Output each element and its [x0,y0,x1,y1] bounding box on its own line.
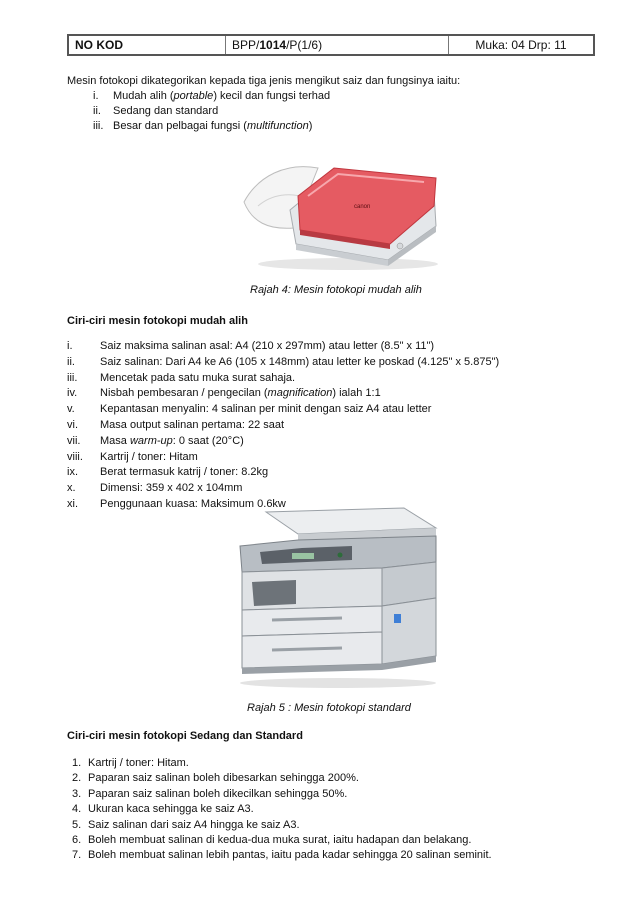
portable-feature-item [67,434,244,448]
page-info: Muka: 04 Drp: 11 [475,38,567,52]
item-number: i. [93,90,99,102]
portable-feature-item [67,386,381,400]
standard-feature-item [72,818,300,832]
reference-code [226,36,449,54]
item-text: Saiz salinan: Dari A4 ke A6 (105 x 148mm) atau letter ke poskad (4.125" x 5.875") [100,355,500,368]
document-header [67,34,595,56]
figure-5-caption: Rajah 5 : Mesin fotokopi standard [247,702,411,714]
standard-feature-item [72,802,254,816]
item-text: Kartrij / toner: Hitam. [88,757,189,769]
figure-4-caption: Rajah 4: Mesin fotokopi mudah alih [250,284,422,296]
standard-feature-item [72,756,189,770]
item-text: Sedang dan standard [113,105,219,117]
standard-feature-item [72,833,471,847]
portable-feature-item [67,450,198,464]
item-number: 2. [72,772,82,785]
item-text-suffix: : 0 saat (20°C) [172,434,244,447]
item-number: viii. [67,450,83,463]
item-emphasis: warm-up [129,434,173,447]
item-number: 4. [72,803,82,816]
section-1-title: Ciri-ciri mesin fotokopi mudah alih [67,315,248,327]
item-number: 7. [72,849,82,862]
item-text: Nisbah pembesaran / pengecilan ( [100,387,268,400]
item-emphasis: magnification [267,387,333,400]
code-label: NO KOD [69,36,226,54]
item-text: Mencetak pada satu muka surat sahaja. [100,371,296,384]
item-number: i. [67,340,73,352]
item-text: Boleh membuat salinan di kedua-dua muka surat, iaitu hadapan dan belakang. [88,834,472,846]
item-text: Penggunaan kuasa: Maksimum 0.6kw [100,498,286,510]
item-number: x. [67,482,76,495]
portable-feature-item [67,339,434,353]
item-text: Masa [100,434,130,447]
item-emphasis: multifunction [246,120,309,132]
portable-feature-item [67,465,268,479]
item-number: ii. [93,105,101,117]
item-text: Saiz maksima salinan asal: A4 (210 x 297mm) atau letter (8.5" x 11") [100,340,435,352]
item-number: 3. [72,787,82,800]
item-text: Paparan saiz salinan boleh dibesarkan sehingga 200%. [88,772,359,785]
item-number: ix. [67,466,78,479]
item-text: Mudah alih ( [113,90,174,102]
intro-list-item [93,104,218,118]
item-number: ii. [67,355,75,368]
section-2-title: Ciri-ciri mesin fotokopi Sedang dan Standard [67,730,303,742]
item-number: iii. [67,371,78,384]
item-text: Boleh membuat salinan lebih pantas, iaitu pada kadar sehingga 20 salinan seminit. [88,849,492,862]
brand-logo: canon [354,204,371,210]
intro-list-item [93,89,330,103]
item-text-suffix: ) ialah 1:1 [332,387,381,400]
item-text-suffix: ) kecil dan fungsi terhad [213,90,331,102]
portable-copier-image [238,148,444,274]
reference-bold: 1014 [259,38,287,52]
item-text: Masa output salinan pertama: 22 saat [100,419,285,431]
portable-feature-item [67,402,431,416]
standard-feature-item [72,848,492,862]
item-text-suffix: ) [308,120,313,132]
reference-prefix: BPP/ [232,38,260,52]
item-number: 1. [72,757,82,769]
standard-copier-image [232,498,444,690]
item-number: 6. [72,834,82,846]
item-number: vii. [67,434,81,447]
intro-list-item [93,119,312,133]
intro-text: Mesin fotokopi dikategorikan kepada tiga jenis mengikut saiz dan fungsinya iaitu: [67,75,461,87]
item-text: Besar dan pelbagai fungsi ( [113,120,247,132]
item-text: Dimensi: 359 x 402 x 104mm [100,482,243,495]
item-number: iv. [67,387,78,400]
item-text: Kepantasan menyalin: 4 salinan per minit dengan saiz A4 atau letter [100,403,432,416]
item-text: Ukuran kaca sehingga ke saiz A3. [88,803,254,816]
item-number: iii. [93,120,104,132]
portable-feature-item [67,355,499,369]
portable-feature-item [67,418,284,432]
item-number: vi. [67,419,78,431]
standard-feature-item [72,787,347,801]
item-number: xi. [67,498,78,510]
item-number: v. [67,403,75,416]
item-text: Saiz salinan dari saiz A4 hingga ke saiz A3. [88,818,300,831]
item-emphasis: portable [173,90,214,102]
portable-feature-item [67,371,295,385]
item-number: 5. [72,818,82,831]
item-text: Kartrij / toner: Hitam [100,450,198,463]
item-text: Paparan saiz salinan boleh dikecilkan sehingga 50%. [88,787,348,800]
standard-feature-item [72,771,359,785]
reference-suffix: /P(1/6) [286,38,323,52]
portable-feature-item [67,481,242,495]
item-text: Berat termasuk katrij / toner: 8.2kg [100,466,269,479]
